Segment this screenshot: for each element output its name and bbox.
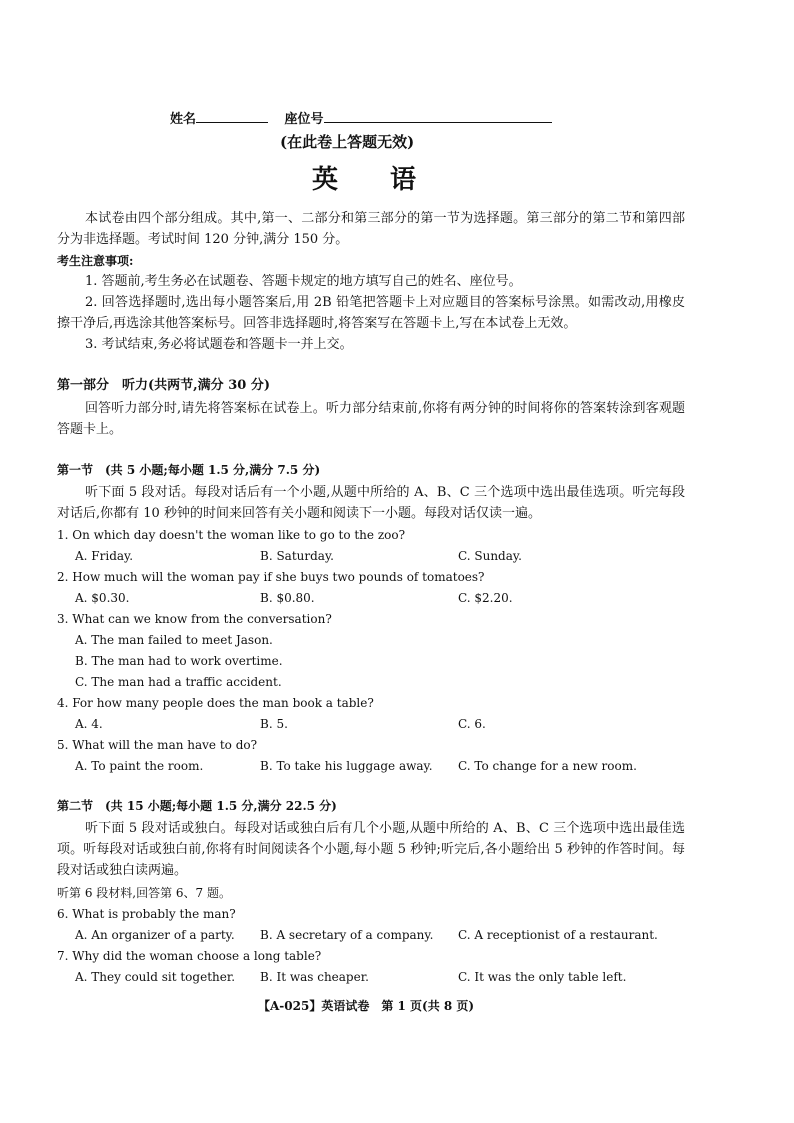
exam-title: 英 语 xyxy=(312,165,417,195)
section1-title: 第一节 (共 5 小题;每小题 1.5 分,满分 7.5 分) xyxy=(57,463,321,477)
q2-option-a: A. $0.30. xyxy=(75,591,130,605)
q6-option-c: C. A receptionist of a restaurant. xyxy=(458,928,658,942)
part1-title: 第一部分 听力(共两节,满分 30 分) xyxy=(57,378,270,393)
question-7: 7. Why did the woman choose a long table? xyxy=(57,949,322,963)
q6-option-a: A. An organizer of a party. xyxy=(75,928,235,942)
q2-option-b: B. $0.80. xyxy=(260,591,315,605)
section2-instruction: 听下面 5 段对话或独白。每段对话或独白后有几个小题,从题中所给的 A、B、C 三个选项中选出最佳选项。听每段对话或独白前,你将有时间阅读各个小题,每小题 5 秒钟;听完后,各小题给出 5 秒钟的作答时间。每段对话或独白读两遍。 xyxy=(57,821,685,878)
question-1: 1. On which day doesn't the woman like to go to the zoo? xyxy=(57,528,406,542)
name-field xyxy=(170,108,552,130)
question-4: 4. For how many people does the man book a table? xyxy=(57,696,374,710)
q3-option-b: B. The man had to work overtime. xyxy=(75,654,283,668)
question-5: 5. What will the man have to do? xyxy=(57,738,258,752)
intro-paragraph: 本试卷由四个部分组成。其中,第一、二部分和第三部分的第一节为选择题。第三部分的第二节和第四部分为非选择题。考试时间 120 分钟,满分 150 分。 xyxy=(57,211,685,247)
q7-option-a: A. They could sit together. xyxy=(75,970,236,984)
seat-blank xyxy=(324,108,552,123)
q1-option-c: C. Sunday. xyxy=(458,549,522,563)
name-blank xyxy=(196,108,268,123)
q1-option-a: A. Friday. xyxy=(75,549,134,563)
notes-title: 考生注意事项: xyxy=(57,254,134,268)
section2-title: 第二节 (共 15 小题;每小题 1.5 分,满分 22.5 分) xyxy=(57,799,337,813)
material-6-note: 听第 6 段材料,回答第 6、7 题。 xyxy=(57,886,231,900)
seat-label: 座位号 xyxy=(284,112,324,127)
q3-option-a: A. The man failed to meet Jason. xyxy=(75,633,273,647)
question-3: 3. What can we know from the conversation? xyxy=(57,612,332,626)
invalid-notice: (在此卷上答题无效) xyxy=(280,133,415,151)
note-1: 1. 答题前,考生务必在试题卷、答题卡规定的地方填写自己的姓名、座位号。 xyxy=(85,274,522,289)
note-2: 2. 回答选择题时,选出每小题答案后,用 2B 铅笔把答题卡上对应题目的答案标号涂黑。如需改动,用橡皮擦干净后,再选涂其他答案标号。回答非选择题时,将答案写在答题卡上,写在本试卷上无效。 xyxy=(57,295,685,331)
q4-option-b: B. 5. xyxy=(260,717,288,731)
note-3: 3. 考试结束,务必将试题卷和答题卡一并上交。 xyxy=(85,337,353,352)
question-6: 6. What is probably the man? xyxy=(57,907,236,921)
question-2: 2. How much will the woman pay if she buys two pounds of tomatoes? xyxy=(57,570,485,584)
q5-option-c: C. To change for a new room. xyxy=(458,759,637,773)
q4-option-a: A. 4. xyxy=(75,717,103,731)
section1-instruction: 听下面 5 段对话。每段对话后有一个小题,从题中所给的 A、B、C 三个选项中选出最佳选项。听完每段对话后,你都有 10 秒钟的时间来回答有关小题和阅读下一小题。每段对话仅读一遍。 xyxy=(57,485,685,521)
q7-option-b: B. It was cheaper. xyxy=(260,970,369,984)
q1-option-b: B. Saturday. xyxy=(260,549,334,563)
q2-option-c: C. $2.20. xyxy=(458,591,513,605)
q6-option-b: B. A secretary of a company. xyxy=(260,928,434,942)
page-footer: 【A-025】英语试卷 第 1 页(共 8 页) xyxy=(258,999,475,1013)
q5-option-a: A. To paint the room. xyxy=(75,759,204,773)
q5-option-b: B. To take his luggage away. xyxy=(260,759,433,773)
q3-option-c: C. The man had a traffic accident. xyxy=(75,675,282,689)
part1-instruction: 回答听力部分时,请先将答案标在试卷上。听力部分结束前,你将有两分钟的时间将你的答案转涂到客观题答题卡上。 xyxy=(57,401,685,437)
q4-option-c: C. 6. xyxy=(458,717,486,731)
name-label: 姓名 xyxy=(170,112,197,127)
q7-option-c: C. It was the only table left. xyxy=(458,970,627,984)
